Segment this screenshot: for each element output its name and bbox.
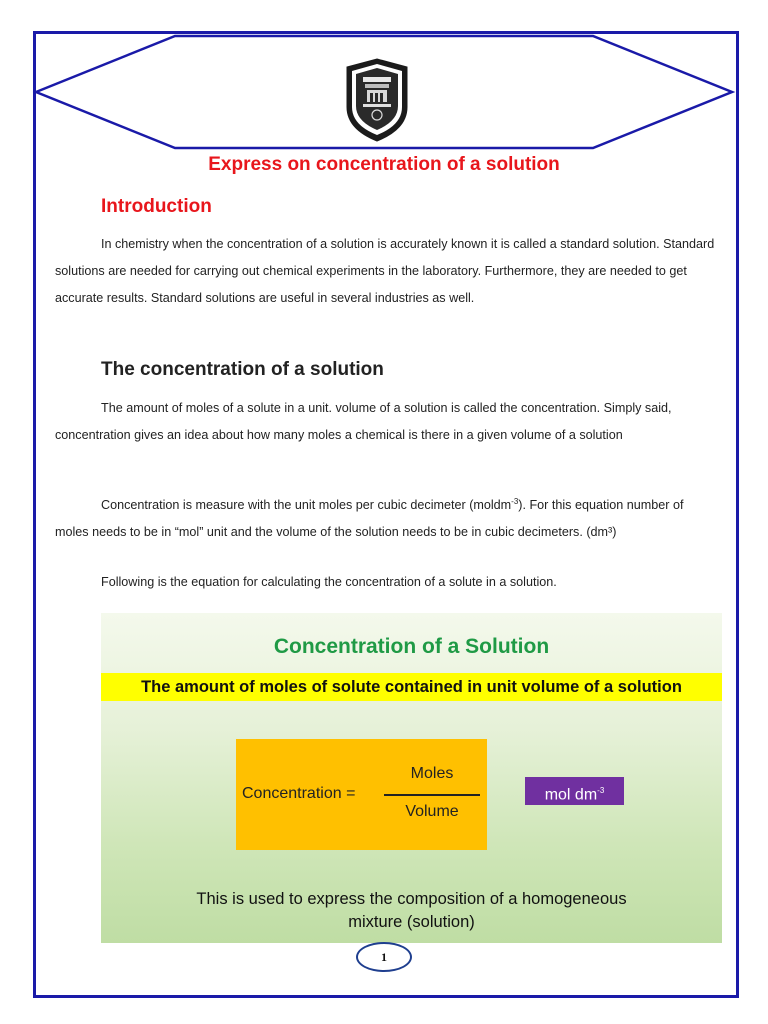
concentration-text-2-sup: -3 xyxy=(511,497,519,506)
unit-sup: -3 xyxy=(597,786,605,795)
figure-subtitle: The amount of moles of solute contained in unit volume of a solution xyxy=(101,673,722,701)
fraction-bar xyxy=(384,794,480,796)
college-seal-icon xyxy=(343,57,411,143)
concentration-text-1: The amount of moles of a solute in a unit. volume of a solution is called the concentration. Simply said, concentration gives an idea about how many moles a chemical is there in a given volume of a solution xyxy=(55,401,672,442)
figure-caption xyxy=(101,888,722,934)
equation-label: Concentration = xyxy=(242,785,356,802)
concentration-text-2a: Concentration is measure with the unit moles per cubic decimeter (moldm xyxy=(101,498,512,513)
unit-text: mol dm xyxy=(544,786,598,804)
concentration-heading: The concentration of a solution xyxy=(101,359,384,380)
introduction-text: In chemistry when the concentration of a solution is accurately known it is called a standard solution. Standard solutions are needed for carrying out chemical experiments in the laboratory. Furthermore, they are needed to get accurate results. Standard solutions are useful in several industries as well. xyxy=(55,237,715,305)
figure-caption-line-1: This is used to express the composition of a homogeneous xyxy=(196,890,627,908)
concentration-figure xyxy=(101,613,722,943)
page-number: 1 xyxy=(356,942,412,972)
unit-box xyxy=(525,777,624,805)
introduction-heading: Introduction xyxy=(101,196,212,217)
figure-caption-line-2: mixture (solution) xyxy=(348,913,475,931)
concentration-paragraph-3: Following is the equation for calculating the concentration of a solute in a solution. xyxy=(101,575,557,589)
equation-denominator: Volume xyxy=(405,803,459,820)
concentration-text-2b: ). For this equation number of moles needs to be in “mol” unit and the volume of the solution needs to be in cubic decimeters. (dm³) xyxy=(55,498,684,540)
equation-box xyxy=(236,739,487,850)
concentration-paragraph-1 xyxy=(55,395,715,449)
page-title: Express on concentration of a solution xyxy=(208,154,560,175)
concentration-paragraph-2 xyxy=(55,488,715,546)
introduction-paragraph xyxy=(55,231,715,312)
equation-numerator: Moles xyxy=(410,765,454,782)
figure-title: Concentration of a Solution xyxy=(273,635,550,658)
